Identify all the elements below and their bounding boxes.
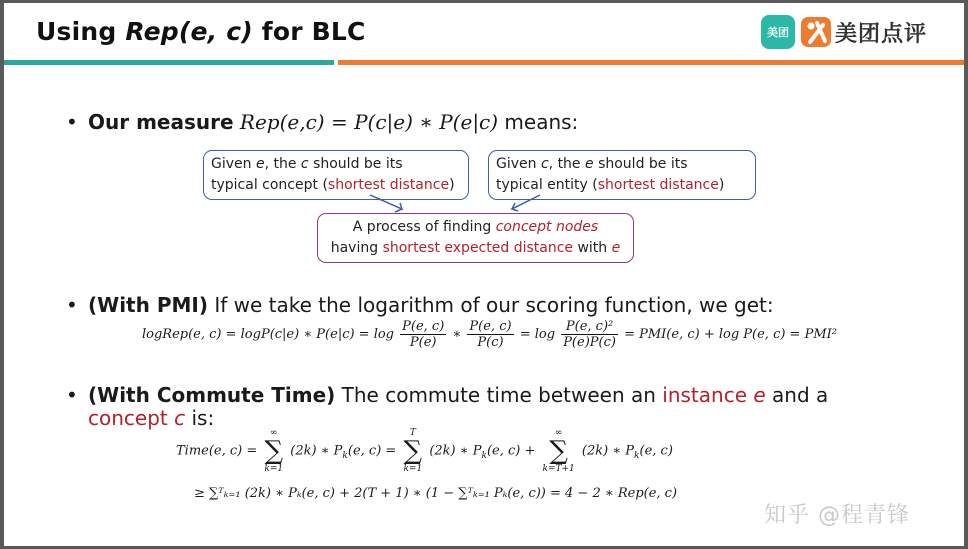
title-underline-teal <box>4 60 334 65</box>
meituan-app-icon: 美团 <box>761 15 795 49</box>
box-concept-nodes: A process of finding concept nodes having shortest expected distance with e <box>317 213 634 263</box>
meituan-logo <box>761 15 927 49</box>
box-typical-concept: Given e, the c should be its typical concept (shortest distance) <box>203 150 469 200</box>
pmi-equation: logRep(e, c) = logP(c|e) ∗ P(e|c) = log $\frac{P(e, c)}{P(e)}$ ∗ $\frac{P(e, c)}{P(c)}$ = log $\frac{\text{P(e, c)²}}{P(e)P(c)}$ = PMI(e, c) + log P(e, c) = PMI² <box>142 319 837 350</box>
box-typical-entity: Given c, the e should be its typical entity (shortest distance) <box>488 150 756 200</box>
bullet-with-pmi: • (With PMI) If we take the logarithm of our scoring function, we get: <box>66 293 774 317</box>
rep-formula: Rep(e,c) = P(c|e) ∗ P(e|c) <box>239 110 499 134</box>
brand-text: 美团点评 <box>835 21 928 47</box>
commute-time-bound: ≥ ∑ᵀₖ₌₁ (2k) ∗ Pₖ(e, c) + 2(T + 1) ∗ (1 − ∑ᵀₖ₌₁ Pₖ(e, c)) = 4 − 2 ∗ Rep(e, c) <box>194 486 678 501</box>
title-underline-orange <box>338 60 964 65</box>
bullet-our-measure: • Our measure Rep(e,c) = P(c|e) ∗ P(e|c) means: <box>66 110 579 134</box>
zhihu-watermark: 知乎 @程青锋 <box>764 503 910 528</box>
dianping-mark-icon <box>801 15 831 49</box>
commute-time-equation: Time(e, c) = ∞ ∑ k=1 (2k) ∗ $P_k(e$, c) = T ∑ k=1 (2k) ∗ $P_k(e$, c) + ∞ ∑ k=T+1 (2k) ∗ $P_k(e$, c) <box>176 428 673 474</box>
slide-title: Using Rep(e, c) for BLC <box>36 17 366 46</box>
slide <box>4 3 964 546</box>
bullet-commute-time: • (With Commute Time) The commute time between an instance e and a concept c is: <box>66 383 829 430</box>
